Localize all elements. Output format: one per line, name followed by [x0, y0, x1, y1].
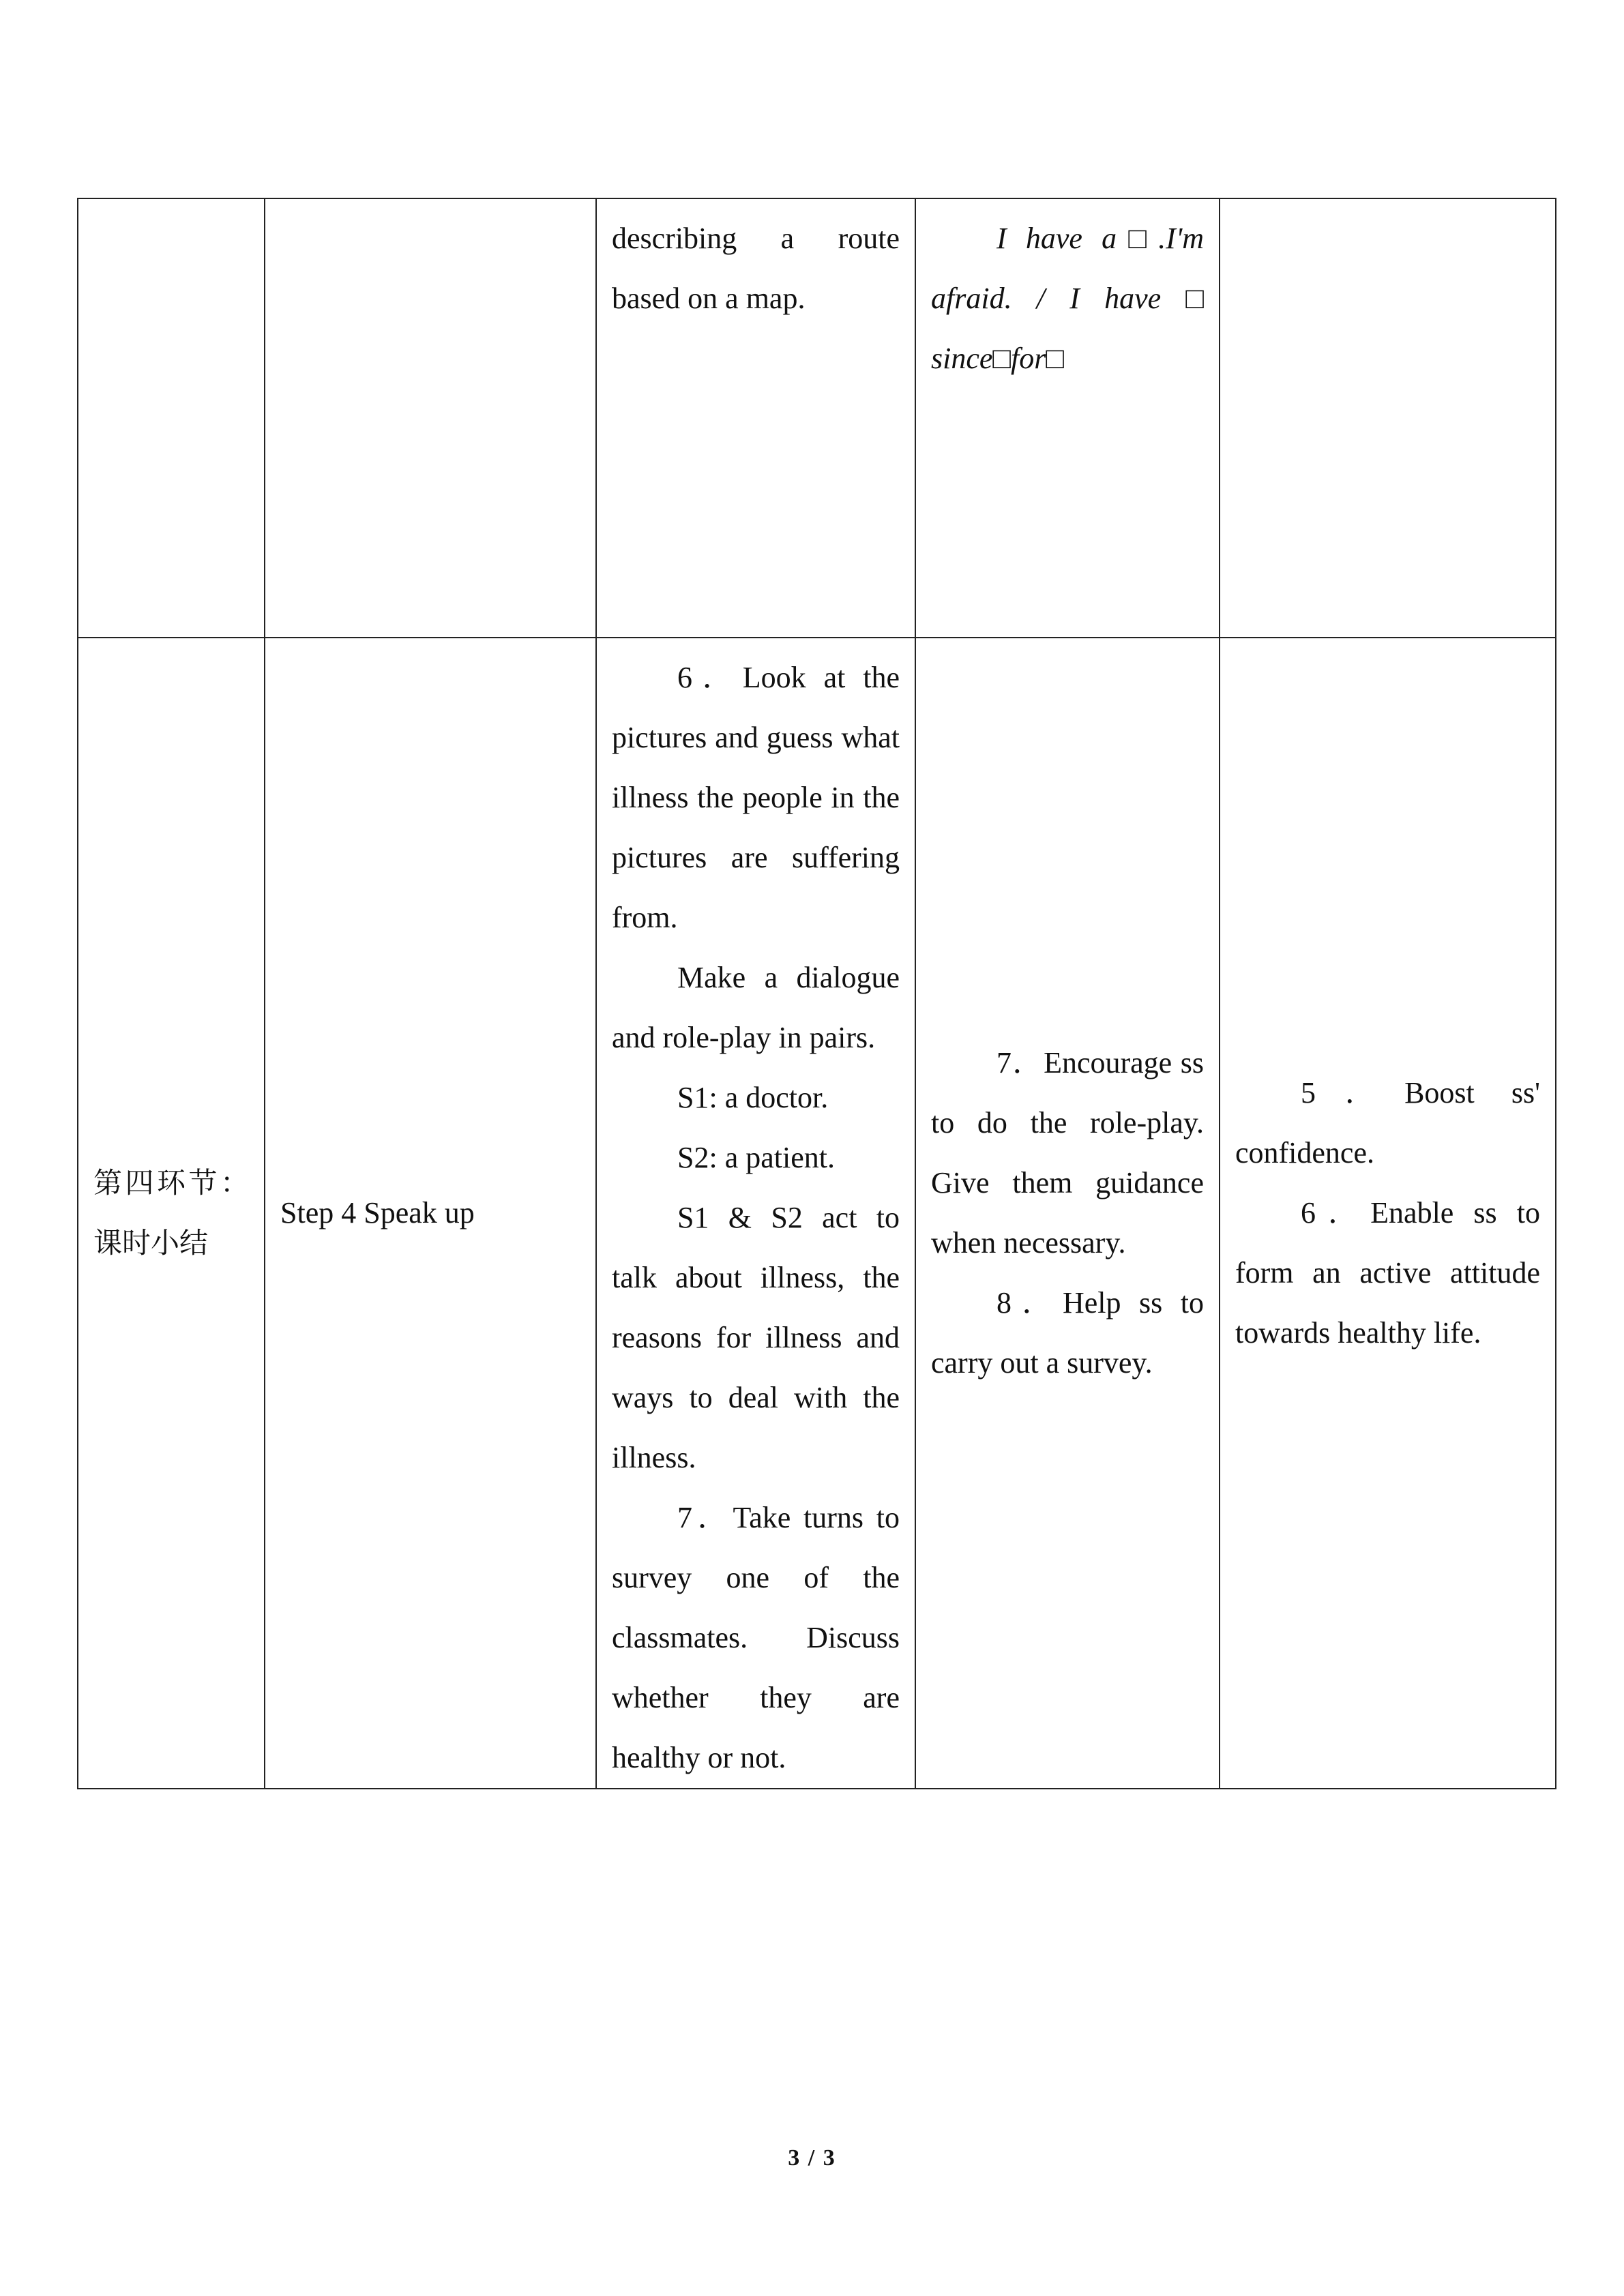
activity-text: S1 & S2 act to talk about illness, the reasons for illness and ways to deal with the illness. [612, 1201, 900, 1474]
stage-label: 第四环节：课时小结 [93, 1166, 249, 1259]
table-cell-stage [78, 638, 265, 1789]
table-cell-purpose [1220, 198, 1556, 638]
table-cell-student-activity [596, 638, 915, 1789]
activity-text: 7．Take turns to survey one of the classmates. Discuss whether they are healthy or not. [612, 1501, 900, 1774]
table-cell-teacher-activity [915, 638, 1220, 1789]
step-label: Step 4 Speak up [280, 1196, 475, 1229]
table-cell-teacher-activity [915, 198, 1220, 638]
activity-text: S2: a patient. [677, 1141, 835, 1174]
activity-text: 6．Look at the pictures and guess what illness the people in the pictures are suffering from. [612, 661, 900, 934]
table-cell-step [265, 198, 596, 638]
table-cell-stage [78, 198, 265, 638]
table-row [78, 638, 1556, 1789]
table-cell-step [265, 638, 596, 1789]
purpose-text: 6．Enable ss to form an active attitude towards healthy life. [1235, 1196, 1540, 1350]
activity-text: Make a dialogue and role-play in pairs. [612, 961, 900, 1054]
table-row [78, 198, 1556, 638]
sentence-pattern-text: I have a□.I'm afraid. / I have □ since□for□ [931, 222, 1204, 375]
teacher-text: 8．Help ss to carry out a survey. [931, 1286, 1204, 1380]
teacher-text: 7．Encourage ss to do the role-play. Give them guidance when necessary. [931, 1046, 1204, 1259]
table-cell-purpose [1220, 638, 1556, 1789]
lesson-plan-table [77, 198, 1556, 1789]
table-cell-student-activity [596, 198, 915, 638]
page-number: 3 / 3 [788, 2145, 836, 2171]
purpose-text: 5．Boost ss' confidence. [1235, 1076, 1540, 1169]
activity-text: S1: a doctor. [677, 1081, 829, 1114]
activity-text: describing a route based on a map. [612, 222, 900, 315]
